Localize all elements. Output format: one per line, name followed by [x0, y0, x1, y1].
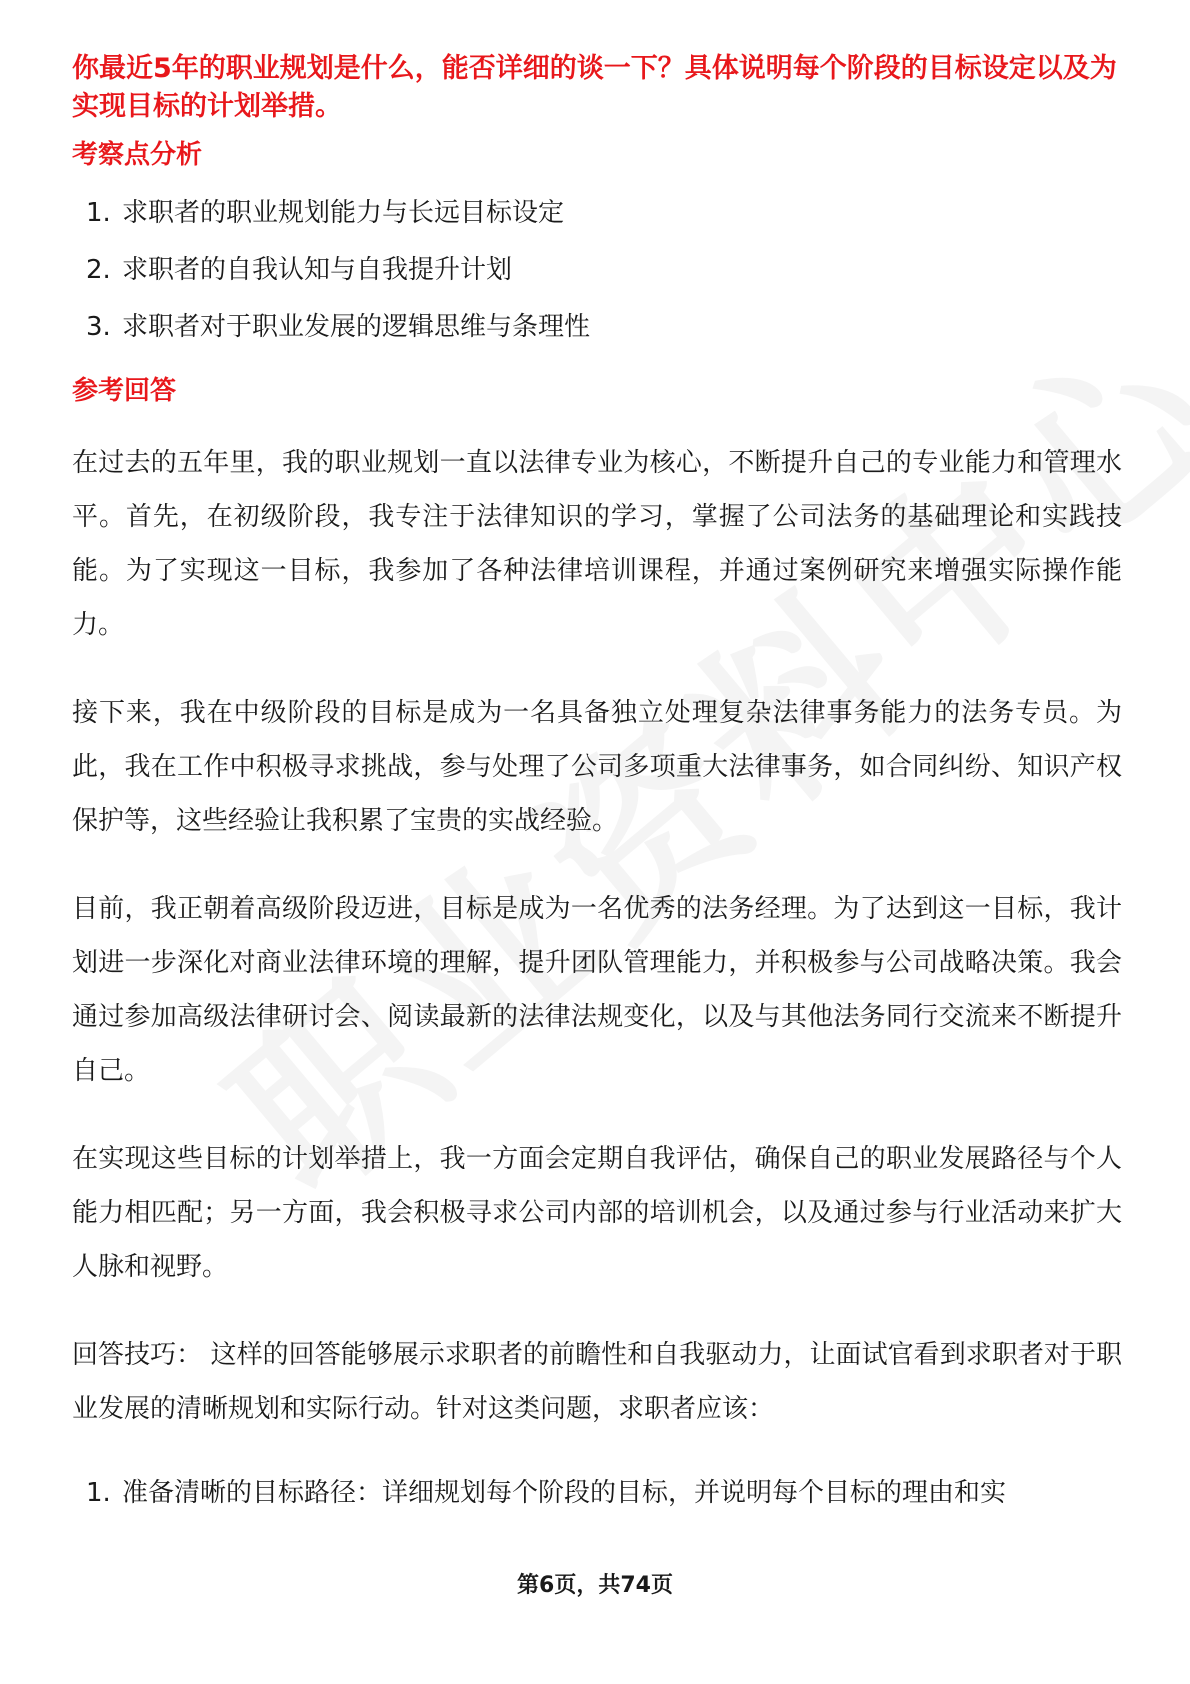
list-number: 1.	[86, 1478, 111, 1508]
answer-heading: 参考回答	[72, 376, 177, 406]
tips-list	[72, 1466, 1122, 1520]
analysis-list	[72, 194, 1122, 346]
answer-paragraph: 在实现这些目标的计划举措上，我一方面会定期自我评估，确保自己的职业发展路径与个人能力相匹配；另一方面，我会积极寻求公司内部的培训机会，以及通过参与行业活动来扩大人脉和视野。	[72, 1144, 1122, 1282]
answer-paragraph: 接下来，我在中级阶段的目标是成为一名具备独立处理复杂法律事务能力的法务专员。为此，我在工作中积极寻求挑战，参与处理了公司多项重大法律事务，如合同纠纷、知识产权保护等，这些经验让我积累了宝贵的实战经验。	[72, 698, 1122, 836]
tips-paragraph: 回答技巧： 这样的回答能够展示求职者的前瞻性和自我驱动力，让面试官看到求职者对于职业发展的清晰规划和实际行动。针对这类问题，求职者应该：	[72, 1340, 1122, 1424]
question-title: 你最近5年的职业规划是什么，能否详细的谈一下？具体说明每个阶段的目标设定以及为实现目标的计划举措。	[72, 53, 1117, 122]
list-item	[72, 1466, 1122, 1520]
list-number: 3.	[86, 312, 111, 342]
document-page	[72, 50, 1122, 1520]
list-text: 求职者对于职业发展的逻辑思维与条理性	[122, 312, 591, 342]
analysis-heading: 考察点分析	[72, 140, 203, 170]
list-number: 1.	[86, 198, 111, 228]
list-number: 2.	[86, 255, 111, 285]
list-item	[72, 308, 1122, 346]
list-text: 求职者的职业规划能力与长远目标设定	[122, 198, 565, 228]
page-footer: 第6页，共74页	[517, 1573, 673, 1598]
list-item	[72, 251, 1122, 289]
answer-paragraph: 目前，我正朝着高级阶段迈进，目标是成为一名优秀的法务经理。为了达到这一目标，我计划进一步深化对商业法律环境的理解，提升团队管理能力，并积极参与公司战略决策。我会通过参加高级法律研讨会、阅读最新的法律法规变化，以及与其他法务同行交流来不断提升自己。	[72, 894, 1122, 1086]
list-text: 准备清晰的目标路径：详细规划每个阶段的目标，并说明每个目标的理由和实	[122, 1478, 1007, 1508]
list-item	[72, 194, 1122, 232]
list-text: 求职者的自我认知与自我提升计划	[122, 255, 513, 285]
answer-paragraph: 在过去的五年里，我的职业规划一直以法律专业为核心，不断提升自己的专业能力和管理水平。首先，在初级阶段，我专注于法律知识的学习，掌握了公司法务的基础理论和实践技能。为了实现这一目标，我参加了各种法律培训课程，并通过案例研究来增强实际操作能力。	[72, 448, 1122, 640]
